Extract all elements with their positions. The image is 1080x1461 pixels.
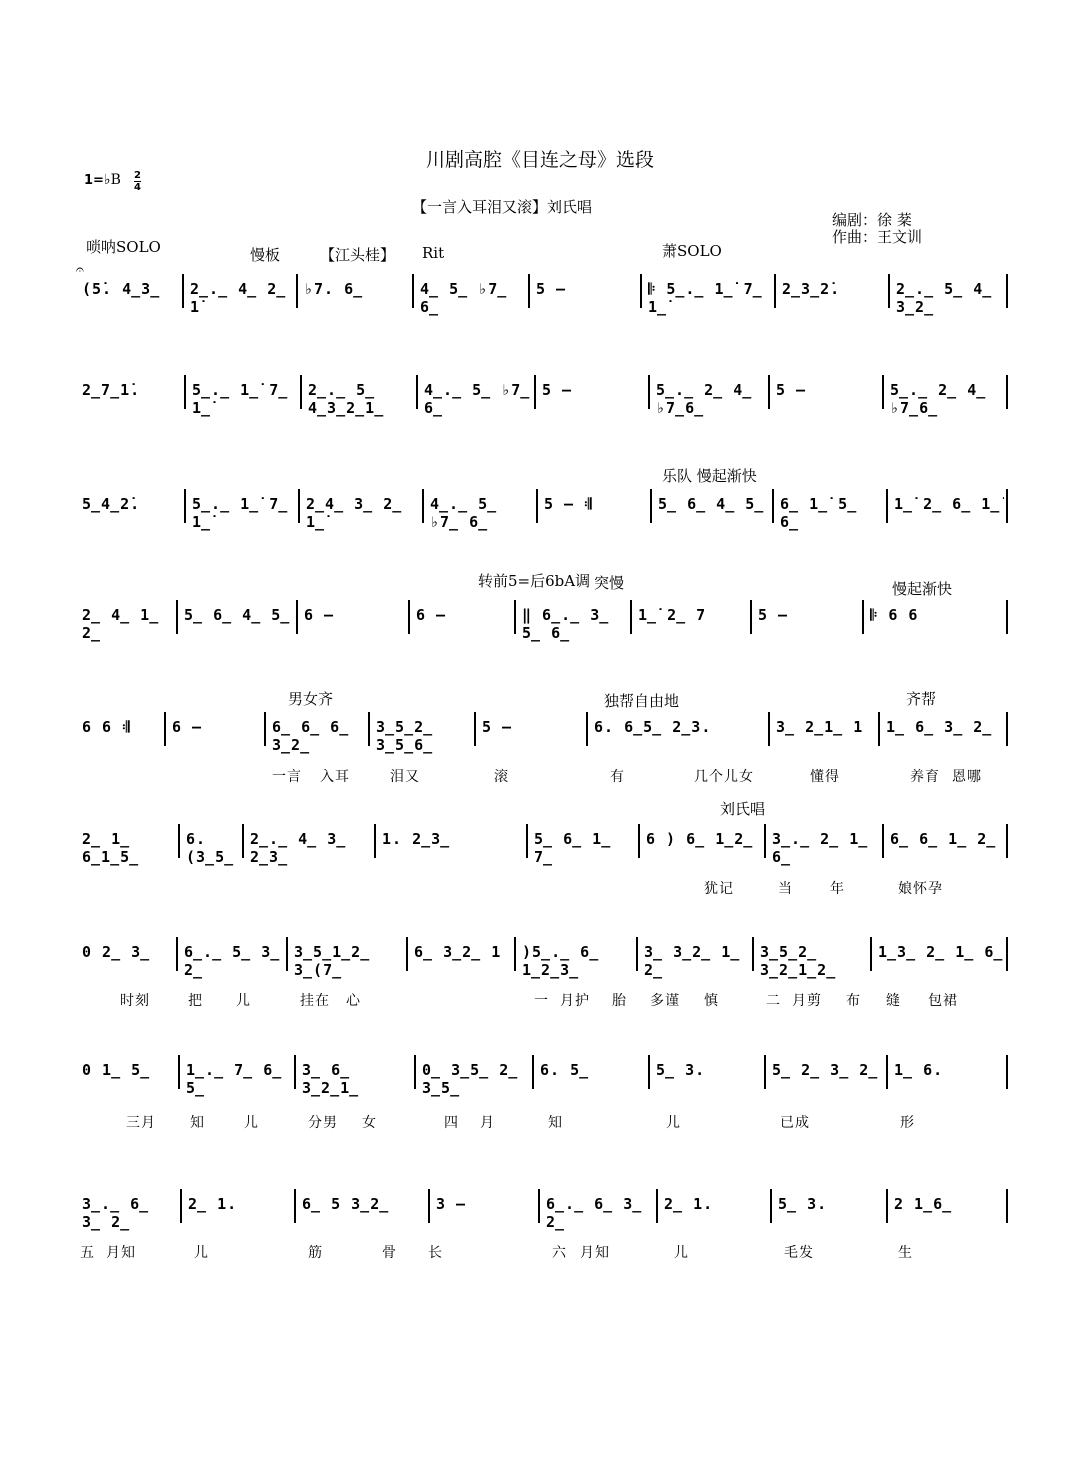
bar-line	[886, 489, 888, 523]
bar-line	[768, 375, 770, 409]
annotation: Rit	[422, 244, 445, 262]
lyric: 胎	[612, 993, 627, 1009]
lyric: 一	[534, 993, 549, 1009]
measure: 5̲ 3.	[656, 1061, 706, 1079]
measure: 5̲ 6̲ 4̲ 5̲	[658, 495, 765, 513]
measure: 5 –	[482, 718, 513, 736]
measure: 5 –	[536, 280, 567, 298]
bar-line	[286, 937, 288, 971]
bar-line	[294, 1055, 296, 1089]
lyric: 六	[552, 1245, 567, 1261]
bar-line	[878, 712, 880, 746]
staff-line-8	[76, 1053, 1008, 1097]
measure: 6 ) 6̲ 1̲2̲	[646, 830, 754, 848]
bar-line	[648, 375, 650, 409]
lyric: 三月	[126, 1115, 156, 1131]
bar-line	[422, 489, 424, 523]
lyric: 一言	[272, 769, 302, 785]
measure: ‖ 6̲.̲ 3̲ 5̲ 6̲	[522, 606, 610, 642]
bar-line	[870, 937, 872, 971]
bar-line	[176, 600, 178, 634]
lyric: 时刻	[120, 993, 150, 1009]
measure: 1̲.̲ 7̲ 6̲ 5̲	[186, 1061, 283, 1097]
composer-credit: 作曲：王文训	[832, 228, 923, 246]
annotation: 独帮自由地	[604, 692, 680, 710]
lyric: 挂在	[300, 993, 330, 1009]
measure: 6 6 𝄇	[82, 718, 131, 736]
lyric: 养育	[910, 769, 940, 785]
bar-line	[1006, 274, 1008, 308]
measure: 5 –	[758, 606, 789, 624]
bar-line	[296, 274, 298, 308]
lyric: 儿	[666, 1115, 681, 1131]
lyric: 心	[346, 993, 361, 1009]
bar-line	[296, 600, 298, 634]
time-signature: 2 4	[134, 170, 141, 193]
bar-line	[882, 824, 884, 858]
lyric: 月剪	[792, 993, 822, 1009]
measure: 3̲5̲1̲2̲ 3̲(7̲	[294, 943, 371, 979]
measure: 6̲ 1̲̇ 5̲ 6̲	[780, 495, 858, 531]
staff-line-7	[76, 935, 1008, 979]
annotation: 男女齐	[288, 690, 334, 708]
lyric: 把	[188, 993, 203, 1009]
lyric: 二	[766, 993, 781, 1009]
bar-line	[772, 489, 774, 523]
bar-line	[176, 937, 178, 971]
bar-line	[774, 274, 776, 308]
measure: 5 –	[542, 381, 573, 399]
bar-line	[882, 375, 884, 409]
annotation: 唢呐SOLO	[86, 238, 161, 256]
annotation: 【江头桂】	[320, 246, 396, 264]
bar-line	[298, 489, 300, 523]
measure: 1̲ 6.	[894, 1061, 944, 1079]
measure: 6 –	[416, 606, 447, 624]
lyric: 生	[898, 1245, 913, 1261]
measure: 2̲7̲1̇.	[82, 381, 141, 399]
staff-line-1	[76, 272, 1008, 316]
measure: 0 1̲ 5̲	[82, 1061, 151, 1079]
lyric: 已成	[780, 1115, 810, 1131]
measure: (5̇. 4̲3̲	[82, 280, 161, 298]
bar-line	[752, 937, 754, 971]
measure: 0 2̲ 3̲	[82, 943, 151, 961]
measure: 4̲.̲ 5̲ ♭7̲ 6̲	[424, 381, 531, 417]
bar-line	[1006, 1055, 1008, 1089]
measure: 𝄆 6 6	[870, 606, 919, 624]
bar-line	[886, 1055, 888, 1089]
measure: 1. 2̲3̲	[382, 830, 451, 848]
bar-line	[474, 712, 476, 746]
lyric: 缝	[886, 993, 901, 1009]
measure: 4̲ 5̲ ♭7̲ 6̲	[420, 280, 508, 316]
measure: 6̲ 6̲ 6̲ 3̲2̲	[272, 718, 350, 754]
measure: 2̲3̲2̇.	[782, 280, 841, 298]
measure: 6. (3̲5̲	[186, 830, 235, 866]
measure: 5̲.̲ 2̲ 4̲ ♭7̲6̲	[656, 381, 753, 417]
bar-line	[406, 937, 408, 971]
staff-line-2	[76, 373, 1008, 417]
lyric: 形	[900, 1115, 915, 1131]
bar-line	[526, 824, 528, 858]
bar-line	[1006, 712, 1008, 746]
measure: )5̲.̲ 6̲ 1̲2̲3̲	[522, 943, 600, 979]
bar-line	[888, 274, 890, 308]
bar-line	[648, 1055, 650, 1089]
measure: 5̲.̲ 1̲̇ 7̲ 1̲̇	[192, 381, 289, 417]
bar-line	[528, 274, 530, 308]
measure: 3̲.̲ 6̲ 3̲ 2̲	[82, 1195, 150, 1231]
measure: 2̲ 1̲ 6̲1̲5̲	[82, 830, 140, 866]
lyric: 滚	[494, 769, 509, 785]
bar-line	[862, 600, 864, 634]
staff-line-5	[76, 710, 1008, 754]
writer-credit: 编剧：徐 棻	[832, 211, 912, 229]
lyric: 月护	[560, 993, 590, 1009]
measure: 3 –	[436, 1195, 467, 1213]
bar-line	[538, 1189, 540, 1223]
lyric: 五	[80, 1245, 95, 1261]
lyric: 月知	[106, 1245, 136, 1261]
measure: 6̲ 5 3̲2̲	[302, 1195, 390, 1213]
measure: 3̲ 3̲2̲ 1̲ 2̲	[644, 943, 741, 979]
lyric: 入耳	[320, 769, 350, 785]
bar-line	[536, 489, 538, 523]
bar-line	[164, 712, 166, 746]
bar-line	[374, 824, 376, 858]
measure: 5̲ 3.	[778, 1195, 828, 1213]
bar-line	[182, 274, 184, 308]
annotation: 乐队 慢起渐快	[662, 467, 757, 485]
measure: 6 –	[304, 606, 335, 624]
staff-line-6	[76, 822, 1008, 866]
bar-line	[1006, 937, 1008, 971]
bar-line	[1006, 489, 1008, 523]
bar-line	[1006, 375, 1008, 409]
measure: 6̲.̲ 5̲ 3̲ 2̲	[184, 943, 281, 979]
bar-line	[180, 1189, 182, 1223]
lyric: 年	[830, 881, 845, 897]
staff-line-3	[76, 487, 1008, 531]
bar-line	[638, 824, 640, 858]
measure: 6̲ 6̲ 1̲ 2̲	[890, 830, 997, 848]
measure: 6 –	[172, 718, 203, 736]
lyric: 分男	[308, 1115, 338, 1131]
lyric: 几个儿女	[694, 769, 754, 785]
page-title: 川剧高腔《目连之母》选段	[425, 149, 654, 171]
lyric: 筋	[308, 1245, 323, 1261]
lyric: 儿	[194, 1245, 209, 1261]
key-signature: 1=♭B	[84, 172, 121, 188]
bar-line	[750, 600, 752, 634]
bar-line	[264, 712, 266, 746]
measure: 1̲̇ 2̲ 7	[638, 606, 707, 624]
measure: 2̲ 1.	[188, 1195, 238, 1213]
bar-line	[640, 274, 642, 308]
lyric: 犹记	[704, 881, 734, 897]
measure: 1̲ 6̲ 3̲ 2̲	[886, 718, 993, 736]
lyric: 慎	[704, 993, 719, 1009]
bar-line	[764, 1055, 766, 1089]
measure: 5̲ 6̲ 4̲ 5̲	[184, 606, 291, 624]
bar-line	[630, 600, 632, 634]
lyric: 懂得	[810, 769, 840, 785]
measure: 2̲ 1.	[664, 1195, 714, 1213]
measure: 5̲ 6̲ 1̲ 7̲	[534, 830, 612, 866]
bar-line	[368, 712, 370, 746]
lyric: 有	[610, 769, 625, 785]
bar-line	[184, 489, 186, 523]
measure: 2̲.̲ 4̲ 2̲ 1̇	[190, 280, 287, 316]
lyric: 儿	[244, 1115, 259, 1131]
annotation: 慢起渐快	[892, 580, 953, 598]
measure: 1̲3̲ 2̲ 1̲ 6̲	[878, 943, 1004, 961]
bar-line	[1006, 600, 1008, 634]
bar-line	[416, 375, 418, 409]
measure: 2̲ 4̲ 1̲ 2̲	[82, 606, 160, 642]
lyric: 女	[362, 1115, 377, 1131]
lyric: 泪又	[390, 769, 420, 785]
lyric: 儿	[236, 993, 251, 1009]
measure: 5̲ 2̲ 3̲ 2̲	[772, 1061, 879, 1079]
measure: 6. 6̲5̲ 2̲3.	[594, 718, 712, 736]
bar-line	[408, 600, 410, 634]
bar-line	[650, 489, 652, 523]
bar-line	[532, 1055, 534, 1089]
aria-subtitle: 【一言入耳泪又滚】刘氏唱	[412, 198, 593, 216]
measure: 4̲.̲ 5̲ ♭7̲ 6̲	[430, 495, 498, 531]
staff-line-9	[76, 1187, 1008, 1231]
fermata-icon: 𝄐	[76, 262, 84, 278]
bar-line	[414, 1055, 416, 1089]
bar-line	[636, 937, 638, 971]
bar-line	[294, 1189, 296, 1223]
bar-line	[412, 274, 414, 308]
bar-line	[428, 1189, 430, 1223]
lyric: 布	[846, 993, 861, 1009]
measure: 0̲ 3̲5̲ 2̲ 3̲5̲	[422, 1061, 519, 1097]
bar-line	[534, 375, 536, 409]
annotation: 齐帮	[906, 690, 937, 708]
measure: 5 – 𝄇	[544, 495, 593, 513]
measure: 3̲.̲ 2̲ 1̲ 6̲	[772, 830, 869, 866]
measure: 2̲.̲ 4̲ 3̲ 2̲3̲	[250, 830, 347, 866]
annotation: 慢板	[250, 246, 281, 264]
measure: 1̲̇ 2̲ 6̲ 1̲̇	[894, 495, 1001, 513]
lyric: 娘怀孕	[898, 881, 943, 897]
bar-line	[178, 1055, 180, 1089]
lyric: 多谨	[650, 993, 680, 1009]
bar-line	[764, 824, 766, 858]
measure: 5 –	[776, 381, 807, 399]
lyric: 包裙	[928, 993, 958, 1009]
measure: ♭7. 6̲	[304, 280, 364, 298]
lyric: 四	[444, 1115, 459, 1131]
bar-line	[184, 375, 186, 409]
lyric: 知	[190, 1115, 205, 1131]
measure: 2̲.̲ 5̲ 4̲ 3̲2̲	[896, 280, 993, 316]
annotation: 萧SOLO	[662, 242, 722, 260]
lyric: 毛发	[784, 1245, 814, 1261]
lyric: 知	[548, 1115, 563, 1131]
bar-line	[656, 1189, 658, 1223]
bar-line	[1006, 1189, 1008, 1223]
measure: 3̲ 6̲ 3̲2̲1̲	[302, 1061, 360, 1097]
measure: 5̲.̲ 1̲̇ 7̲ 1̲̇	[192, 495, 289, 531]
measure: 2̲.̲ 5̲ 4̲3̲2̲1̲	[308, 381, 385, 417]
measure: 5̲.̲ 2̲ 4̲ ♭7̲6̲	[890, 381, 987, 417]
lyric: 恩哪	[952, 769, 982, 785]
lyric: 月知	[580, 1245, 610, 1261]
annotation: 刘氏唱	[720, 800, 766, 818]
bar-line	[768, 712, 770, 746]
annotation: 转前5=后6bA调	[478, 572, 591, 590]
bar-line	[586, 712, 588, 746]
bar-line	[770, 1189, 772, 1223]
measure: 2 1̲6̲	[894, 1195, 953, 1213]
measure: 3̲5̲2̲ 3̲2̲1̲2̲	[760, 943, 837, 979]
lyric: 月	[480, 1115, 495, 1131]
lyric: 长	[428, 1245, 443, 1261]
bar-line	[242, 824, 244, 858]
bar-line	[300, 375, 302, 409]
bar-line	[1006, 824, 1008, 858]
measure: 6̲.̲ 6̲ 3̲ 2̲	[546, 1195, 643, 1231]
bar-line	[178, 824, 180, 858]
measure: 5̲4̲2̇.	[82, 495, 141, 513]
bar-line	[514, 937, 516, 971]
measure: 3̲5̲2̲ 3̲5̲6̲	[376, 718, 434, 754]
lyric: 骨	[382, 1245, 397, 1261]
measure: 6. 5̲	[540, 1061, 590, 1079]
bar-line	[514, 600, 516, 634]
measure: 3̲ 2̲1̲ 1	[776, 718, 864, 736]
bar-line	[886, 1189, 888, 1223]
annotation: 突慢	[594, 574, 625, 592]
lyric: 当	[778, 881, 793, 897]
measure: 2̲4̲ 3̲ 2̲ 1̲̇	[306, 495, 403, 531]
measure: 6̲ 3̲2̲ 1	[414, 943, 502, 961]
staff-line-4	[76, 598, 1008, 642]
measure: 𝄆 5̲.̲ 1̲̇ 7̲ 1̲̇	[648, 280, 763, 316]
lyric: 儿	[674, 1245, 689, 1261]
